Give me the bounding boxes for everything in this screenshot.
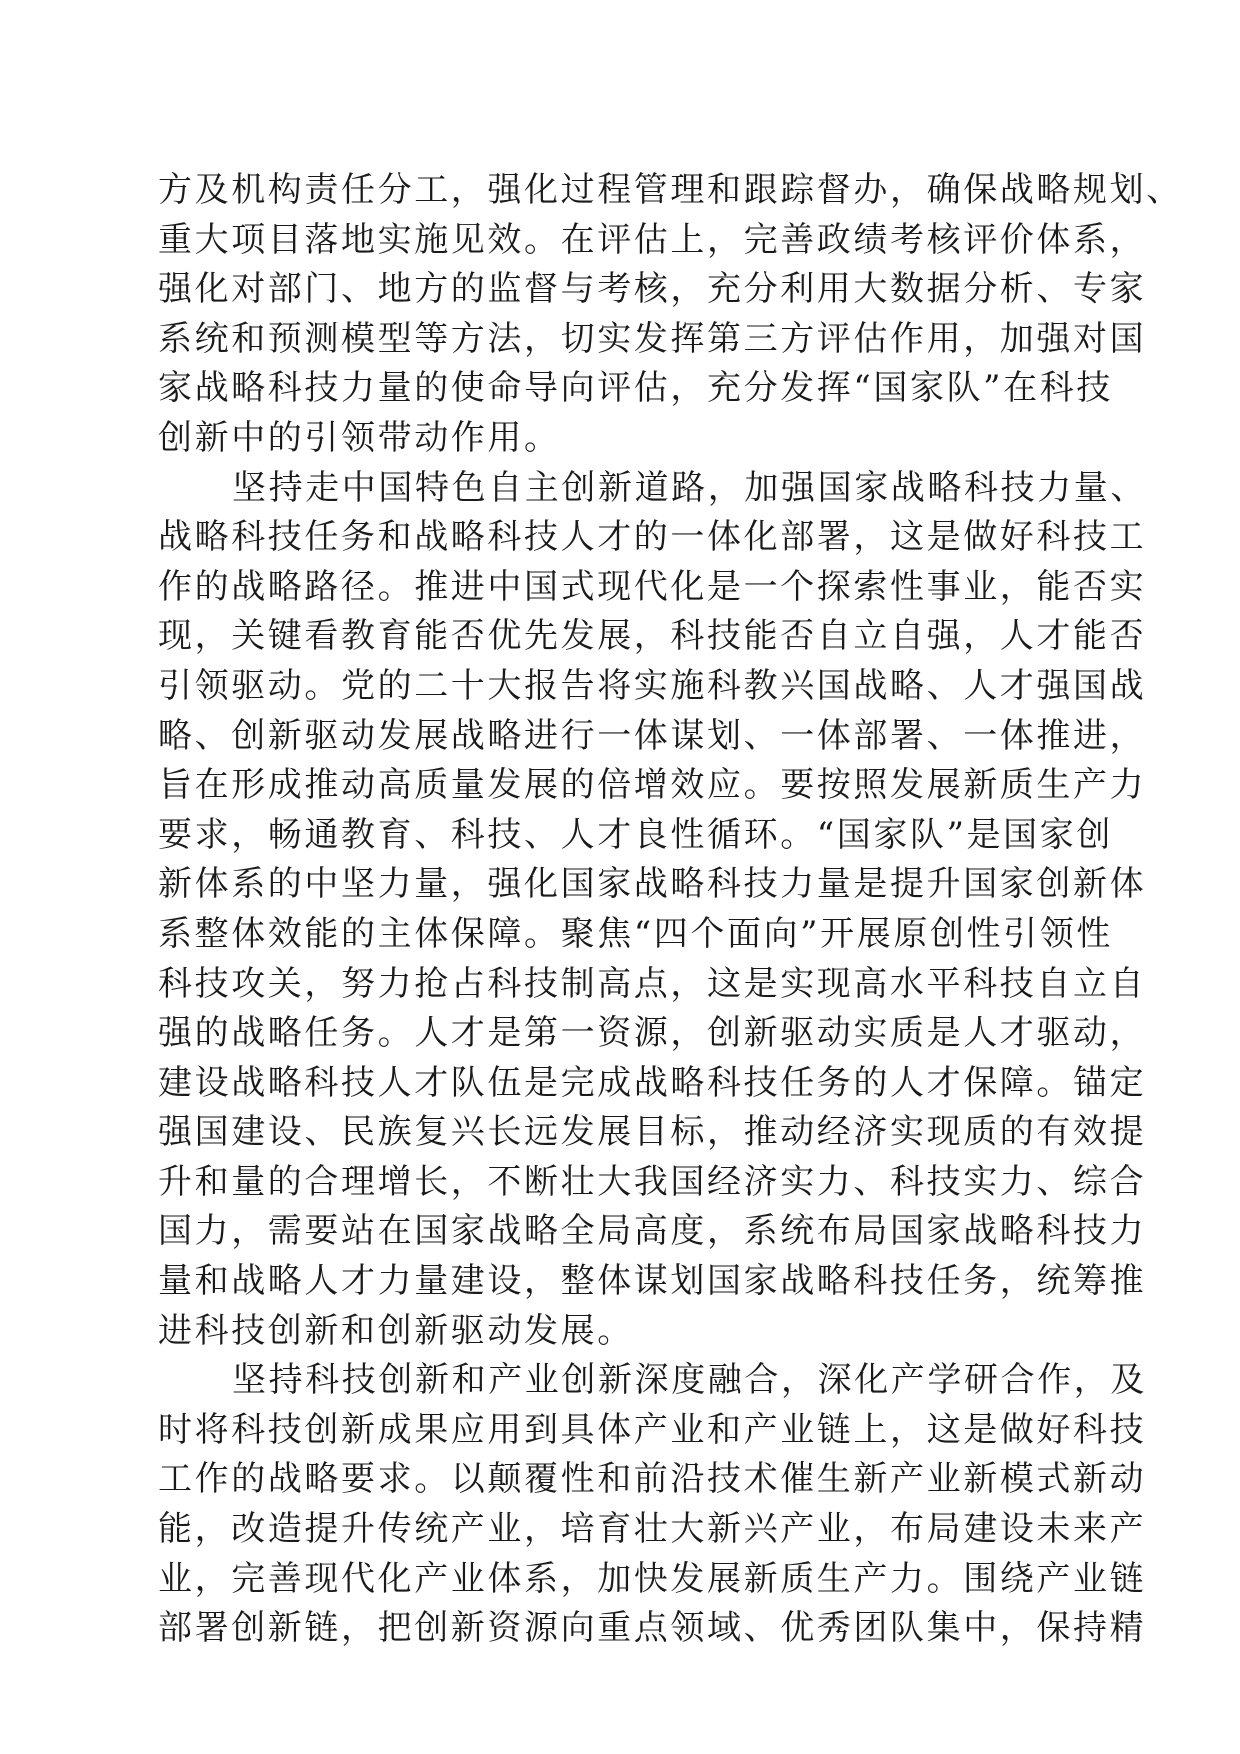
text-line: 重大项目落地实施见效。在评估上，完善政绩考核评价体系， <box>158 219 1147 260</box>
paragraph-2 <box>158 464 1147 1357</box>
text-line: 作的战略路径。推进中国式现代化是一个探索性事业，能否实 <box>158 566 1147 607</box>
text-line: 进科技创新和创新驱动发展。 <box>158 1310 634 1351</box>
text-line: 建设战略科技人才队伍是完成战略科技任务的人才保障。锚定 <box>158 1062 1147 1103</box>
text-line: 引领驱动。党的二十大报告将实施科教兴国战略、人才强国战 <box>158 665 1147 706</box>
text-line: 能，改造提升传统产业，培育壮大新兴产业，布局建设未来产 <box>158 1509 1147 1550</box>
text-line: 国力，需要站在国家战略全局高度，系统布局国家战略科技力 <box>158 1211 1147 1252</box>
text-line: 强的战略任务。人才是第一资源，创新驱动实质是人才驱动， <box>158 1013 1147 1054</box>
text-line: 业，完善现代化产业体系，加快发展新质生产力。围绕产业链 <box>158 1558 1147 1599</box>
text-line: 强化对部门、地方的监督与考核，充分利用大数据分析、专家 <box>158 269 1147 310</box>
text-line: 新体系的中坚力量，强化国家战略科技力量是提升国家创新体 <box>158 864 1147 905</box>
text-line: 旨在形成推动高质量发展的倍增效应。要按照发展新质生产力 <box>158 765 1147 806</box>
text-line: 创新中的引领带动作用。 <box>158 417 561 458</box>
paragraph-3 <box>158 1356 1147 1654</box>
text-line: 坚持科技创新和产业创新深度融合，深化产学研合作，及 <box>232 1360 1147 1401</box>
text-line: 方及机构责任分工，强化过程管理和跟踪督办，确保战略规划、 <box>158 170 1183 210</box>
text-line: 略、创新驱动发展战略进行一体谋划、一体部署、一体推进， <box>158 715 1147 756</box>
paragraph-1 <box>158 166 1183 464</box>
text-line: 家战略科技力量的使命导向评估，充分发挥“国家队”在科技 <box>158 368 1113 409</box>
text-line: 坚持走中国特色自主创新道路，加强国家战略科技力量、 <box>232 467 1147 508</box>
text-line: 强国建设、民族复兴长远发展目标，推动经济实现质的有效提 <box>158 1112 1147 1153</box>
text-line: 系整体效能的主体保障。聚焦“四个面向”开展原创性引领性 <box>158 913 1113 954</box>
text-line: 时将科技创新成果应用到具体产业和产业链上，这是做好科技 <box>158 1409 1147 1450</box>
text-line: 量和战略人才力量建设，整体谋划国家战略科技任务，统筹推 <box>158 1261 1147 1302</box>
text-line: 升和量的合理增长，不断壮大我国经济实力、科技实力、综合 <box>158 1161 1147 1202</box>
text-line: 战略科技任务和战略科技人才的一体化部署，这是做好科技工 <box>158 517 1147 558</box>
text-line: 要求，畅通教育、科技、人才良性循环。“国家队”是国家创 <box>158 814 1113 855</box>
text-line: 系统和预测模型等方法，切实发挥第三方评估作用，加强对国 <box>158 318 1147 359</box>
text-line: 现，关键看教育能否优先发展，科技能否自立自强，人才能否 <box>158 616 1147 657</box>
text-line: 部署创新链，把创新资源向重点领域、优秀团队集中，保持精 <box>158 1608 1147 1649</box>
text-line: 科技攻关，努力抢占科技制高点，这是实现高水平科技自立自 <box>158 963 1147 1004</box>
body-text <box>158 166 1183 1654</box>
text-line: 工作的战略要求。以颠覆性和前沿技术催生新产业新模式新动 <box>158 1459 1147 1500</box>
